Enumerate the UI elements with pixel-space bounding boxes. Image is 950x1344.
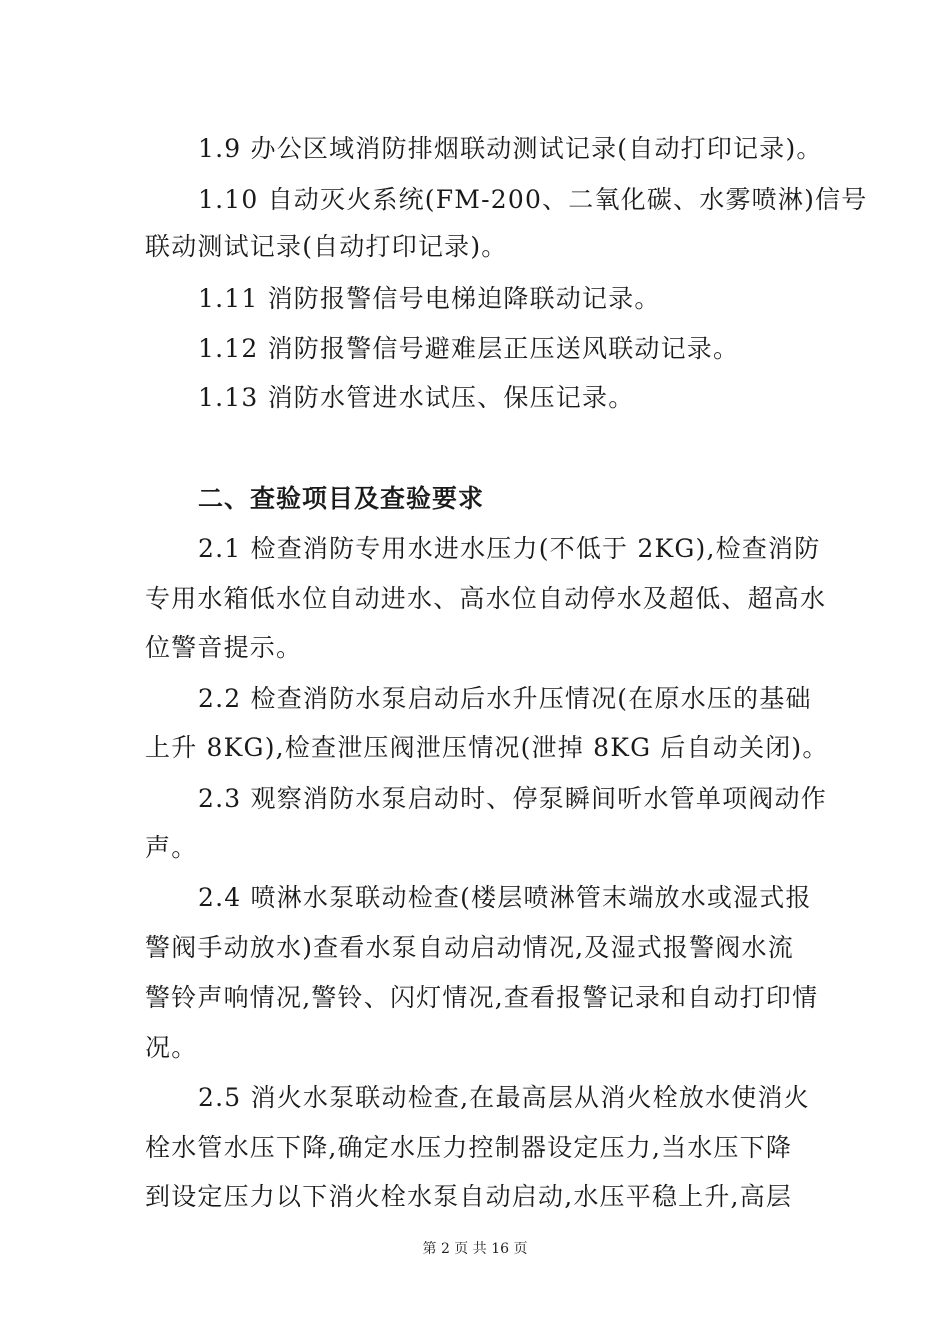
item-2-4-line4: 况。 bbox=[145, 1033, 198, 1062]
item-2-4-line3: 警铃声响情况,警铃、闪灯情况,查看报警记录和自动打印情 bbox=[145, 983, 819, 1012]
item-2-3-line2: 声。 bbox=[145, 833, 198, 862]
item-2-5-line3: 到设定压力以下消火栓水泵自动启动,水压平稳上升,高层 bbox=[145, 1182, 793, 1211]
item-1-12: 1.12 消防报警信号避难层正压送风联动记录。 bbox=[198, 334, 740, 363]
item-2-1-line3: 位警音提示。 bbox=[145, 633, 303, 662]
section-2-heading: 二、查验项目及查验要求 bbox=[198, 484, 485, 513]
page-number-footer: 第 2 页 共 16 页 bbox=[422, 1241, 528, 1257]
item-2-1-line2: 专用水箱低水位自动进水、高水位自动停水及超低、超高水 bbox=[145, 584, 827, 613]
item-2-5-line1: 2.5 消火水泵联动检查,在最高层从消火栓放水使消火 bbox=[198, 1083, 810, 1112]
item-2-4-line1: 2.4 喷淋水泵联动检查(楼层喷淋管末端放水或湿式报 bbox=[198, 883, 812, 912]
item-1-11: 1.11 消防报警信号电梯迫降联动记录。 bbox=[198, 284, 661, 313]
item-2-5-line2: 栓水管水压下降,确定水压力控制器设定压力,当水压下降 bbox=[145, 1133, 793, 1162]
item-1-10-line1: 1.10 自动灭火系统(FM-200、二氧化碳、水雾喷淋)信号 bbox=[198, 185, 868, 214]
item-1-13: 1.13 消防水管进水试压、保压记录。 bbox=[198, 383, 635, 412]
item-2-4-line2: 警阀手动放水)查看水泵自动启动情况,及湿式报警阀水流 bbox=[145, 933, 794, 962]
item-2-1-line1: 2.1 检查消防专用水进水压力(不低于 2KG),检查消防 bbox=[198, 534, 821, 563]
item-2-2-line1: 2.2 检查消防水泵启动后水升压情况(在原水压的基础 bbox=[198, 684, 812, 713]
item-2-3-line1: 2.3 观察消防水泵启动时、停泵瞬间听水管单项阀动作 bbox=[198, 784, 827, 813]
item-1-10-line2: 联动测试记录(自动打印记录)。 bbox=[145, 232, 508, 261]
item-2-2-line2: 上升 8KG),检查泄压阀泄压情况(泄掉 8KG 后自动关闭)。 bbox=[145, 733, 829, 762]
item-1-9: 1.9 办公区域消防排烟联动测试记录(自动打印记录)。 bbox=[198, 134, 823, 163]
